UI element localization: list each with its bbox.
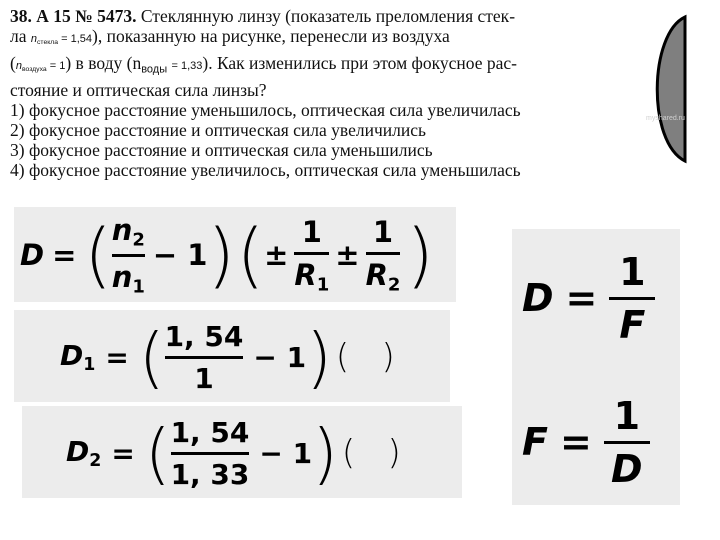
fraction-1-f: [609, 250, 655, 347]
d1-numerator: 1, 54: [164, 319, 244, 353]
paren-open-d2: (: [144, 414, 171, 492]
fd-numerator: 1: [613, 393, 641, 438]
paren-close-2: ): [406, 214, 434, 296]
fraction-1-r1: [294, 215, 329, 295]
n-water-sub: воды: [141, 63, 168, 76]
n-water-value: = 1,33: [171, 60, 203, 73]
problem-line1-text: Стеклянную линзу (показатель преломления стек-: [140, 6, 516, 26]
d2-letter: D: [66, 434, 90, 468]
r2-letter: R: [365, 257, 388, 292]
df-numerator: 1: [619, 249, 646, 294]
fraction-d2: [171, 416, 250, 491]
problem-text: [10, 6, 625, 180]
problem-line2-start: ла: [10, 26, 27, 46]
problem-line3-end: ). Как изменились при этом фокусное рас-: [202, 53, 517, 74]
fraction-bar: [112, 254, 145, 257]
formula-d-equals-1-over-f: [522, 238, 655, 358]
problem-line-1: [10, 6, 625, 26]
half-lens-figure: [645, 14, 691, 164]
problem-line2-end: ), показанную на рисунке, перенесли из воздуха: [92, 26, 450, 46]
fd-denominator: D: [611, 446, 643, 491]
r1-letter: R: [294, 257, 317, 292]
formula-main: [20, 212, 434, 298]
plus-minus-2: ±: [335, 238, 360, 272]
n-air-value: = 1: [49, 60, 66, 73]
fraction-1-d: [604, 394, 650, 491]
d1-eq: =: [105, 340, 129, 374]
problem-line-2: [10, 26, 625, 53]
fraction-bar: [294, 252, 329, 255]
fd-lhs: F: [522, 420, 548, 464]
df-denominator: F: [619, 302, 646, 347]
n-glass-inline: [31, 33, 92, 45]
empty-parens-d2: ( ): [341, 433, 401, 473]
watermark: myshared.ru: [646, 115, 685, 122]
fraction-bar: [171, 452, 250, 455]
problem-number: 38. А 15 № 5473.: [10, 6, 137, 26]
n-glass-sub: стекла: [37, 39, 59, 47]
fraction-n2-n1: [112, 213, 145, 297]
r1-sub: 1: [316, 274, 330, 296]
d1-minus-one: − 1: [253, 340, 307, 374]
problem-line3-mid: ) в воду (n: [65, 53, 142, 74]
n-air-inline: [16, 60, 66, 72]
fraction-bar: [609, 297, 655, 300]
answer-option-2: 2) фокусное расстояние и оптическая сила увеличились: [10, 120, 426, 141]
fraction-bar: [366, 252, 401, 255]
r2-sub: 2: [387, 274, 401, 296]
n1-sub: 1: [132, 275, 145, 297]
minus-one: − 1: [152, 238, 208, 272]
n1-term: [112, 260, 145, 297]
r2-term: [366, 258, 401, 295]
d2-term: [66, 435, 101, 471]
d1-denominator: 1: [194, 361, 214, 395]
d2-minus-one: − 1: [259, 436, 313, 470]
df-eq: =: [565, 276, 598, 320]
paren-close-d1: ): [306, 318, 332, 396]
n-glass-value: = 1,54: [61, 33, 93, 45]
d2-numerator: 1, 54: [170, 415, 250, 449]
empty-parens-d1: ( ): [335, 337, 395, 377]
formula-main-lhs: D: [20, 238, 45, 272]
df-lhs: D: [522, 276, 554, 320]
paren-open-d1: (: [138, 318, 165, 396]
n2-sub: 2: [132, 229, 145, 251]
r1-term: [294, 258, 329, 295]
n-glass-label: n: [30, 33, 38, 45]
fraction-bar: [165, 356, 244, 359]
open-paren: (: [10, 53, 16, 74]
d1-letter: D: [60, 338, 84, 372]
d2-eq: =: [111, 436, 135, 470]
d1-term: [60, 339, 95, 375]
plus-minus-1: ±: [264, 238, 289, 272]
formula-main-eq: =: [52, 238, 77, 272]
problem-line-3: [10, 53, 625, 80]
paren-open-1: (: [84, 214, 112, 296]
fraction-1-r2: [366, 215, 401, 295]
fraction-d1: [165, 320, 244, 395]
problem-line-4: стояние и оптическая сила линзы?: [10, 80, 267, 101]
paren-open-2: (: [236, 214, 265, 296]
one-over-r2-num: 1: [372, 214, 394, 249]
formula-d2: [66, 408, 401, 498]
fd-eq: =: [559, 420, 592, 464]
lens-shape: [657, 17, 685, 161]
n1-letter: n: [111, 259, 133, 294]
answer-option-1: 1) фокусное расстояние уменьшилось, оптическая сила увеличилась: [10, 100, 521, 121]
one-over-r1-num: 1: [301, 214, 322, 249]
paren-close-1: ): [207, 214, 235, 296]
n2-letter: n: [111, 213, 133, 248]
d2-denominator: 1, 33: [170, 457, 250, 491]
d2-sub: 2: [89, 451, 102, 472]
answer-option-4: 4) фокусное расстояние увеличилось, оптическая сила уменьшилась: [10, 160, 521, 181]
formula-f-equals-1-over-d: [522, 382, 650, 502]
d1-sub: 1: [83, 355, 96, 376]
paren-close-d2: ): [312, 414, 338, 492]
n-air-label: n: [15, 60, 22, 73]
n2-term: [112, 213, 145, 250]
fraction-bar: [604, 441, 650, 444]
formula-d1: [60, 312, 395, 402]
n-air-sub: воздуха: [21, 66, 47, 74]
answer-option-3: 3) фокусное расстояние и оптическая сила уменьшились: [10, 140, 433, 161]
